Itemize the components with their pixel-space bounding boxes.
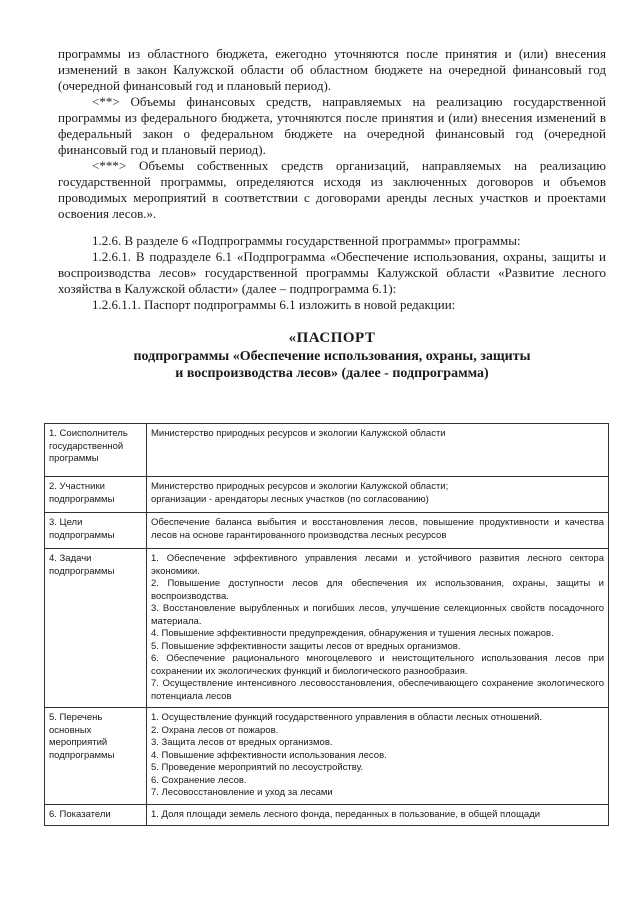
table-row [45, 477, 609, 513]
passport-title-line-3: и воспроизводства лесов» (далее - подпрограмма) [175, 366, 489, 381]
activity-item: 5. Проведение мероприятий по лесоустройству. [151, 762, 364, 773]
row-label-indicators: 6. Показатели [45, 804, 147, 826]
table-row [45, 424, 609, 477]
paragraph-subsection-6-1: 1.2.6.1. В подразделе 6.1 «Подпрограмма «Обеспечение использования, охраны, защиты и воспроизводства лесов» государственной программы Калужской области «Развитие лесного хозяйства в Калужской области» (далее – подпрограмма 6.1): [58, 249, 606, 296]
paragraph-footnote-federal: <**> Объемы финансовых средств, направляемых на реализацию государственной программы из федерального бюджета, уточняются после принятия и (или) внесения изменений в федеральный закон о федеральном бюджете на очередной финансовый год (очередной финансовый год и плановый период). [58, 94, 606, 157]
row-label-participants: 2. Участники подпрограммы [45, 477, 147, 513]
row-value-goals [147, 513, 609, 549]
indicator-item: 1. Доля площади земель лесного фонда, переданных в пользование, в общей площади [151, 808, 541, 820]
passport-table [44, 423, 609, 826]
activity-item: 6. Сохранение лесов. [151, 774, 247, 786]
value-line: Обеспечение баланса выбытия и восстановления лесов, повышение продуктивности и качества лесов на основе гарантированного производства лесных ресурсов [151, 517, 604, 541]
row-value-participants [147, 477, 609, 513]
paragraph-section-6: 1.2.6. В разделе 6 «Подпрограммы государственной программы» программы: [92, 233, 521, 248]
row-label-coexecutor: 1. Соисполнитель государственной программы [45, 424, 147, 477]
paragraph-passport-intro: 1.2.6.1.1. Паспорт подпрограммы 6.1 изложить в новой редакции: [92, 297, 456, 312]
task-item: 6. Обеспечение рационального многоцелевого и неистощительного использования лесов при сохранении их экологических функций и биологического разнообразия. [151, 653, 604, 677]
passport-title-line-2: подпрограммы «Обеспечение использования, охраны, защиты [133, 349, 531, 364]
body-text [58, 46, 606, 313]
activity-item: 3. Защита лесов от вредных организмов. [151, 737, 333, 748]
value-line: Министерство природных ресурсов и экологии Калужской области [151, 428, 446, 439]
row-value-activities [147, 708, 609, 805]
task-item: 5. Повышение эффективности защиты лесов от вредных организмов. [151, 640, 461, 652]
row-value-tasks [147, 549, 609, 708]
row-label-activities: 5. Перечень основных мероприятий подпрограммы [45, 708, 147, 805]
passport-title [58, 330, 606, 382]
activity-item: 7. Лесовосстановление и уход за лесами [151, 787, 333, 798]
task-item: 7. Осуществление интенсивного лесовосстановления, обеспечивающего сохранение экологического потенциала лесов [151, 678, 604, 702]
task-item: 2. Повышение доступности лесов для обеспечения их использования, охраны, защиты и воспроизводства. [151, 578, 604, 602]
table-row [45, 549, 609, 708]
table-row [45, 513, 609, 549]
row-value-coexecutor [147, 424, 609, 477]
task-item: 3. Восстановление вырубленных и погибших лесов, улучшение селекционных свойств посадочного материала. [151, 603, 604, 627]
row-label-tasks: 4. Задачи подпрограммы [45, 549, 147, 708]
row-label-goals: 3. Цели подпрограммы [45, 513, 147, 549]
activity-item: 2. Охрана лесов от пожаров. [151, 724, 279, 736]
paragraph-footnote-own-funds: <***> Объемы собственных средств организаций, направляемых на реализацию государственной программы, определяются исходя из заключенных договоров и объемов проводимых мероприятий в соответствии с договорами аренды лесных участков и проектами освоения лесов.». [58, 158, 606, 221]
activity-item: 4. Повышение эффективности использования лесов. [151, 749, 387, 761]
table-row [45, 804, 609, 826]
table-row [45, 708, 609, 805]
passport-title-line-1: «ПАСПОРТ [288, 330, 376, 346]
value-line: Министерство природных ресурсов и экологии Калужской области; [151, 481, 449, 492]
paragraph-budget-regional: программы из областного бюджета, ежегодно уточняются после принятия и (или) внесения изменений в закон Калужской области об областном бюджете на очередной финансовый год (очередной финансовый год и плановый период). [58, 46, 606, 93]
task-item: 1. Обеспечение эффективного управления лесами и устойчивого развития лесного сектора экономики. [151, 553, 604, 577]
value-line: организации - арендаторы лесных участков (по согласованию) [151, 493, 429, 505]
task-item: 4. Повышение эффективности предупреждения, обнаружения и тушения лесных пожаров. [151, 628, 554, 639]
activity-item: 1. Осуществление функций государственного управления в области лесных отношений. [151, 712, 543, 723]
row-value-indicators [147, 804, 609, 826]
